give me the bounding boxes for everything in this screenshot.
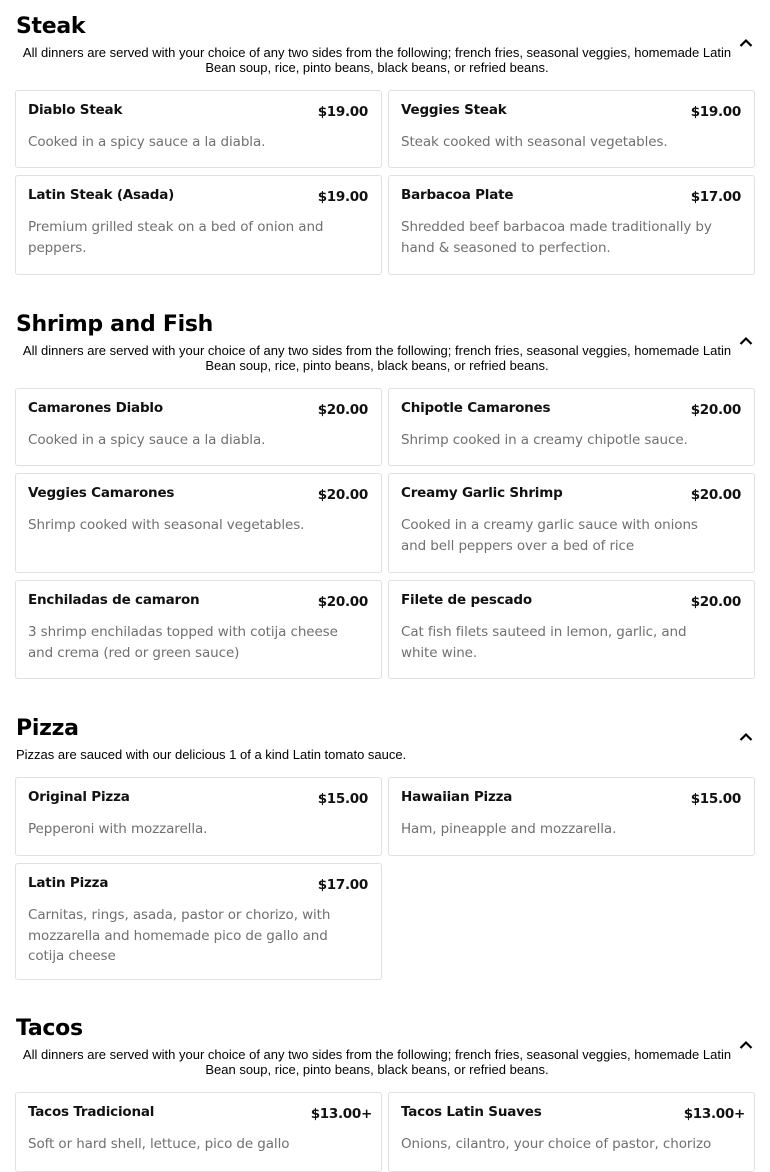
menu-item-card[interactable]: [15, 388, 382, 466]
item-price: $19.00: [317, 104, 368, 120]
menu-item-card[interactable]: [15, 777, 382, 856]
item-price: $20.00: [690, 487, 741, 503]
item-description: Ham, pineapple and mozzarella.: [401, 821, 617, 837]
item-name: Latin Pizza: [28, 875, 109, 891]
item-price: $19.00: [317, 189, 368, 205]
item-name: Diablo Steak: [28, 102, 123, 118]
item-description: Onions, cilantro, your choice of pastor, chorizo: [401, 1136, 712, 1152]
chevron-up-icon[interactable]: [736, 727, 756, 747]
item-name: Creamy Garlic Shrimp: [401, 485, 563, 501]
item-description: 3 shrimp enchiladas topped with cotija cheese and crema (red or green sauce): [28, 624, 338, 661]
item-name: Chipotle Camarones: [401, 400, 551, 416]
item-name: Tacos Latin Suaves: [401, 1104, 542, 1120]
item-description: Carnitas, rings, asada, pastor or chorizo, with mozzarella and homemade pico de gallo and cotija cheese: [28, 907, 331, 964]
menu-item-card[interactable]: [388, 1092, 755, 1172]
item-name: Veggies Steak: [401, 102, 507, 118]
menu-item-card[interactable]: [15, 473, 382, 573]
menu-item-card[interactable]: [15, 580, 382, 679]
item-price: $17.00: [690, 189, 741, 205]
item-description: Cat fish filets sauteed in lemon, garlic, and white wine.: [401, 624, 687, 661]
section-title: Pizza: [16, 716, 79, 741]
item-name: Filete de pescado: [401, 592, 532, 608]
menu-item-card[interactable]: [388, 777, 755, 856]
menu-item-card[interactable]: [15, 863, 382, 980]
item-name: Camarones Diablo: [28, 400, 163, 416]
menu-item-card[interactable]: [15, 90, 382, 168]
section-description: All dinners are served with your choice of any two sides from the following; french fries, seasonal veggies, homemade Latin Bean soup, rice, pinto beans, black beans, or refried beans.: [22, 343, 732, 373]
section-title: Steak: [16, 14, 86, 39]
menu-item-card[interactable]: [388, 90, 755, 168]
menu-item-card[interactable]: [388, 473, 755, 573]
menu-item-card[interactable]: [388, 388, 755, 466]
item-description: Premium grilled steak on a bed of onion and peppers.: [28, 219, 324, 256]
item-price: $19.00: [690, 104, 741, 120]
item-price: $17.00: [317, 877, 368, 893]
section-description: All dinners are served with your choice of any two sides from the following; french fries, seasonal veggies, homemade Latin Bean soup, rice, pinto beans, black beans, or refried beans.: [22, 45, 732, 75]
item-name: Veggies Camarones: [28, 485, 175, 501]
item-price: $15.00: [690, 791, 741, 807]
item-price: $20.00: [317, 594, 368, 610]
item-description: Cooked in a spicy sauce a la diabla.: [28, 134, 266, 150]
item-name: Original Pizza: [28, 789, 130, 805]
item-description: Cooked in a creamy garlic sauce with onions and bell peppers over a bed of rice: [401, 517, 698, 554]
item-description: Shrimp cooked with seasonal vegetables.: [28, 517, 305, 533]
menu-item-card[interactable]: [15, 175, 382, 275]
section-description: All dinners are served with your choice of any two sides from the following; french fries, seasonal veggies, homemade Latin Bean soup, rice, pinto beans, black beans, or refried beans.: [22, 1047, 732, 1077]
item-description: Pepperoni with mozzarella.: [28, 821, 208, 837]
menu-item-card[interactable]: [388, 580, 755, 679]
chevron-up-icon[interactable]: [736, 33, 756, 53]
chevron-up-icon[interactable]: [736, 331, 756, 351]
menu-item-card[interactable]: [15, 1092, 382, 1172]
item-name: Tacos Tradicional: [28, 1104, 155, 1120]
item-description: Cooked in a spicy sauce a la diabla.: [28, 432, 266, 448]
item-price: $20.00: [317, 487, 368, 503]
item-price: $15.00: [317, 791, 368, 807]
item-price: $13.00+: [310, 1106, 372, 1122]
item-description: Soft or hard shell, lettuce, pico de gallo: [28, 1136, 290, 1152]
item-description: Shrimp cooked in a creamy chipotle sauce.: [401, 432, 688, 448]
item-name: Enchiladas de camaron: [28, 592, 200, 608]
menu-item-card[interactable]: [388, 175, 755, 275]
item-name: Barbacoa Plate: [401, 187, 514, 203]
item-price: $20.00: [690, 402, 741, 418]
item-price: $20.00: [690, 594, 741, 610]
item-description: Shredded beef barbacoa made traditionally by hand & seasoned to perfection.: [401, 219, 712, 256]
item-price: $13.00+: [683, 1106, 745, 1122]
chevron-up-icon[interactable]: [736, 1035, 756, 1055]
section-title: Shrimp and Fish: [16, 312, 213, 337]
item-description: Steak cooked with seasonal vegetables.: [401, 134, 668, 150]
item-name: Latin Steak (Asada): [28, 187, 175, 203]
section-description: Pizzas are sauced with our delicious 1 of a kind Latin tomato sauce.: [16, 747, 407, 762]
item-price: $20.00: [317, 402, 368, 418]
section-title: Tacos: [16, 1016, 83, 1041]
item-name: Hawaiian Pizza: [401, 789, 513, 805]
